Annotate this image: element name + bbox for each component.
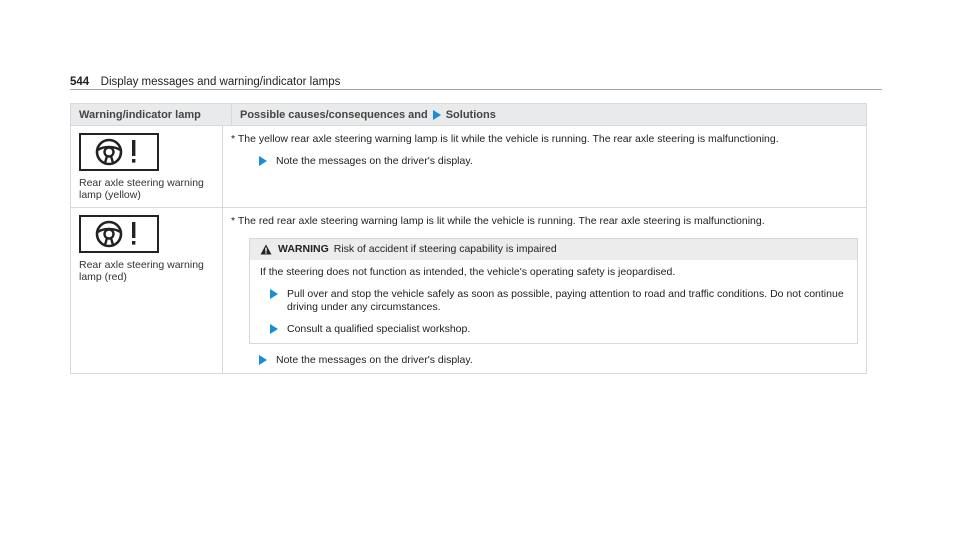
warning-lamp-table: [70, 103, 867, 374]
causes-cell: [223, 208, 866, 373]
page-title: Display messages and warning/indicator lamps: [100, 76, 341, 88]
column-header-solutions-label: Solutions: [445, 108, 496, 121]
solution-text: Note the messages on the driver's display.: [276, 354, 473, 366]
table-header: [71, 104, 866, 126]
page-header: [70, 72, 882, 90]
arrow-right-icon: [270, 324, 278, 334]
cause-text: * The yellow rear axle steering warning lamp is lit while the vehicle is running. The rear axle steering is malfunctioning.: [231, 133, 779, 145]
warning-title: WARNING: [278, 243, 329, 255]
arrow-right-icon: [433, 110, 441, 120]
warning-step: [270, 323, 847, 336]
table-row: [71, 126, 866, 208]
arrow-right-icon: [259, 156, 267, 166]
solution-step: [259, 155, 858, 168]
warning-text: If the steering does not function as intended, the vehicle's operating safety is jeopardised.: [260, 266, 676, 278]
warning-header: [250, 239, 857, 260]
lamp-label: Rear axle steering warning lamp (yellow): [79, 177, 204, 201]
warning-body: [250, 260, 857, 343]
cause-text: * The red rear axle steering warning lamp is lit while the vehicle is running. The rear axle steering is malfunctioning.: [231, 215, 765, 227]
page-number: 544: [70, 76, 90, 88]
warning-heading: Risk of accident if steering capability is impaired: [333, 243, 557, 255]
arrow-right-icon: [270, 289, 278, 299]
arrow-right-icon: [259, 355, 267, 365]
steering-wheel-exclamation-icon: [79, 215, 159, 253]
lamp-cell: [71, 208, 223, 373]
warning-step-text: Consult a qualified specialist workshop.: [287, 323, 471, 335]
steering-wheel-exclamation-icon: [79, 133, 159, 171]
lamp-cell: [71, 126, 223, 207]
lamp-label: Rear axle steering warning lamp (red): [79, 259, 204, 283]
solution-step: [259, 354, 858, 367]
warning-step-text: Pull over and stop the vehicle safely as soon as possible, paying attention to road and traffic conditions. Do not continue driving under any circumstances.: [287, 288, 844, 313]
causes-cell: [223, 126, 866, 207]
warning-triangle-icon: [260, 244, 272, 255]
warning-box: [249, 238, 858, 344]
column-header-causes: [232, 104, 866, 125]
column-header-causes-label: Possible causes/consequences and: [240, 108, 428, 121]
warning-step: [270, 288, 847, 314]
table-row: [71, 208, 866, 373]
solution-text: Note the messages on the driver's display.: [276, 155, 473, 167]
column-header-lamp: Warning/indicator lamp: [71, 104, 232, 125]
